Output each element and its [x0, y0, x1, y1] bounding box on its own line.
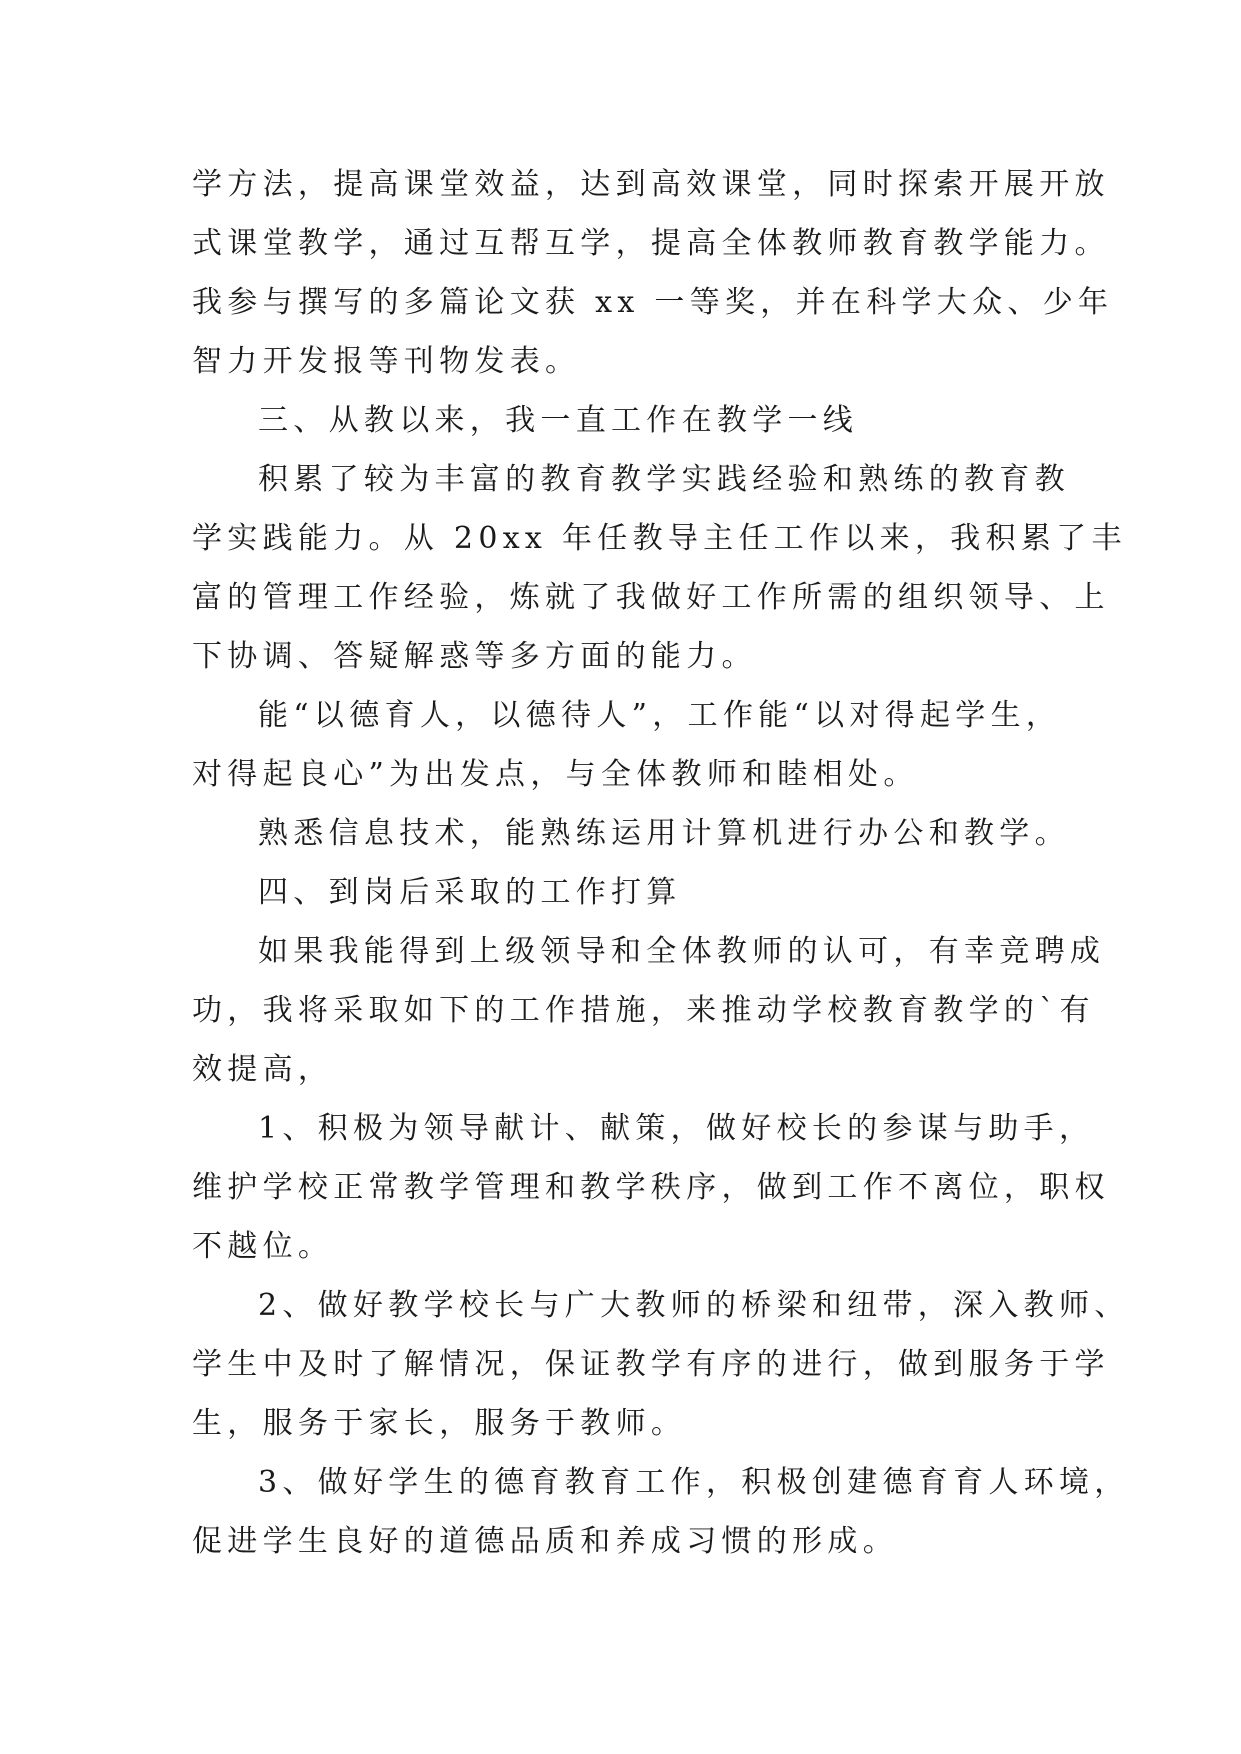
list-item-line: 3、做好学生的德育教育工作，积极创建德育育人环境， — [258, 1465, 1130, 1500]
text-line: 智力开发报等刊物发表。 — [192, 344, 581, 379]
section-heading: 四、到岗后采取的工作打算 — [258, 875, 682, 910]
text-line: 积累了较为丰富的教育教学实践经验和熟练的教育教 — [258, 462, 1070, 497]
text-line: 对得起良心”为出发点，与全体教师和睦相处。 — [192, 757, 919, 792]
text-line: 能“以德育人，以德待人”，工作能“以对得起学生， — [258, 698, 1062, 733]
text-line: 学实践能力。从 20xx 年任教导主任工作以来，我积累了丰 — [192, 521, 1127, 556]
text-line: 促进学生良好的道德品质和养成习惯的形成。 — [192, 1524, 898, 1559]
text-line: 富的管理工作经验，炼就了我做好工作所需的组织领导、上 — [192, 580, 1110, 615]
section-heading: 三、从教以来，我一直工作在教学一线 — [258, 403, 859, 438]
text-line: 功，我将采取如下的工作措施，来推动学校教育教学的`有 — [192, 993, 1095, 1028]
text-line: 我参与撰写的多篇论文获 xx 一等奖，并在科学大众、少年 — [192, 285, 1114, 320]
list-item-line: 2、做好教学校长与广大教师的桥梁和纽带，深入教师、 — [258, 1288, 1130, 1323]
text-line: 效提高， — [192, 1052, 334, 1087]
text-line: 如果我能得到上级领导和全体教师的认可，有幸竞聘成 — [258, 934, 1106, 969]
text-line: 生，服务于家长，服务于教师。 — [192, 1406, 687, 1441]
text-line: 学方法，提高课堂效益，达到高效课堂，同时探索开展开放 — [192, 167, 1110, 202]
text-line: 不越位。 — [192, 1229, 334, 1264]
list-item-line: 1、积极为领导献计、献策，做好校长的参谋与助手， — [258, 1111, 1095, 1146]
text-line: 式课堂教学，通过互帮互学，提高全体教师教育教学能力。 — [192, 226, 1110, 261]
text-line: 熟悉信息技术，能熟练运用计算机进行办公和教学。 — [258, 816, 1070, 851]
text-line: 下协调、答疑解惑等多方面的能力。 — [192, 639, 757, 674]
text-line: 学生中及时了解情况，保证教学有序的进行，做到服务于学 — [192, 1347, 1110, 1382]
text-line: 维护学校正常教学管理和教学秩序，做到工作不离位，职权 — [192, 1170, 1110, 1205]
